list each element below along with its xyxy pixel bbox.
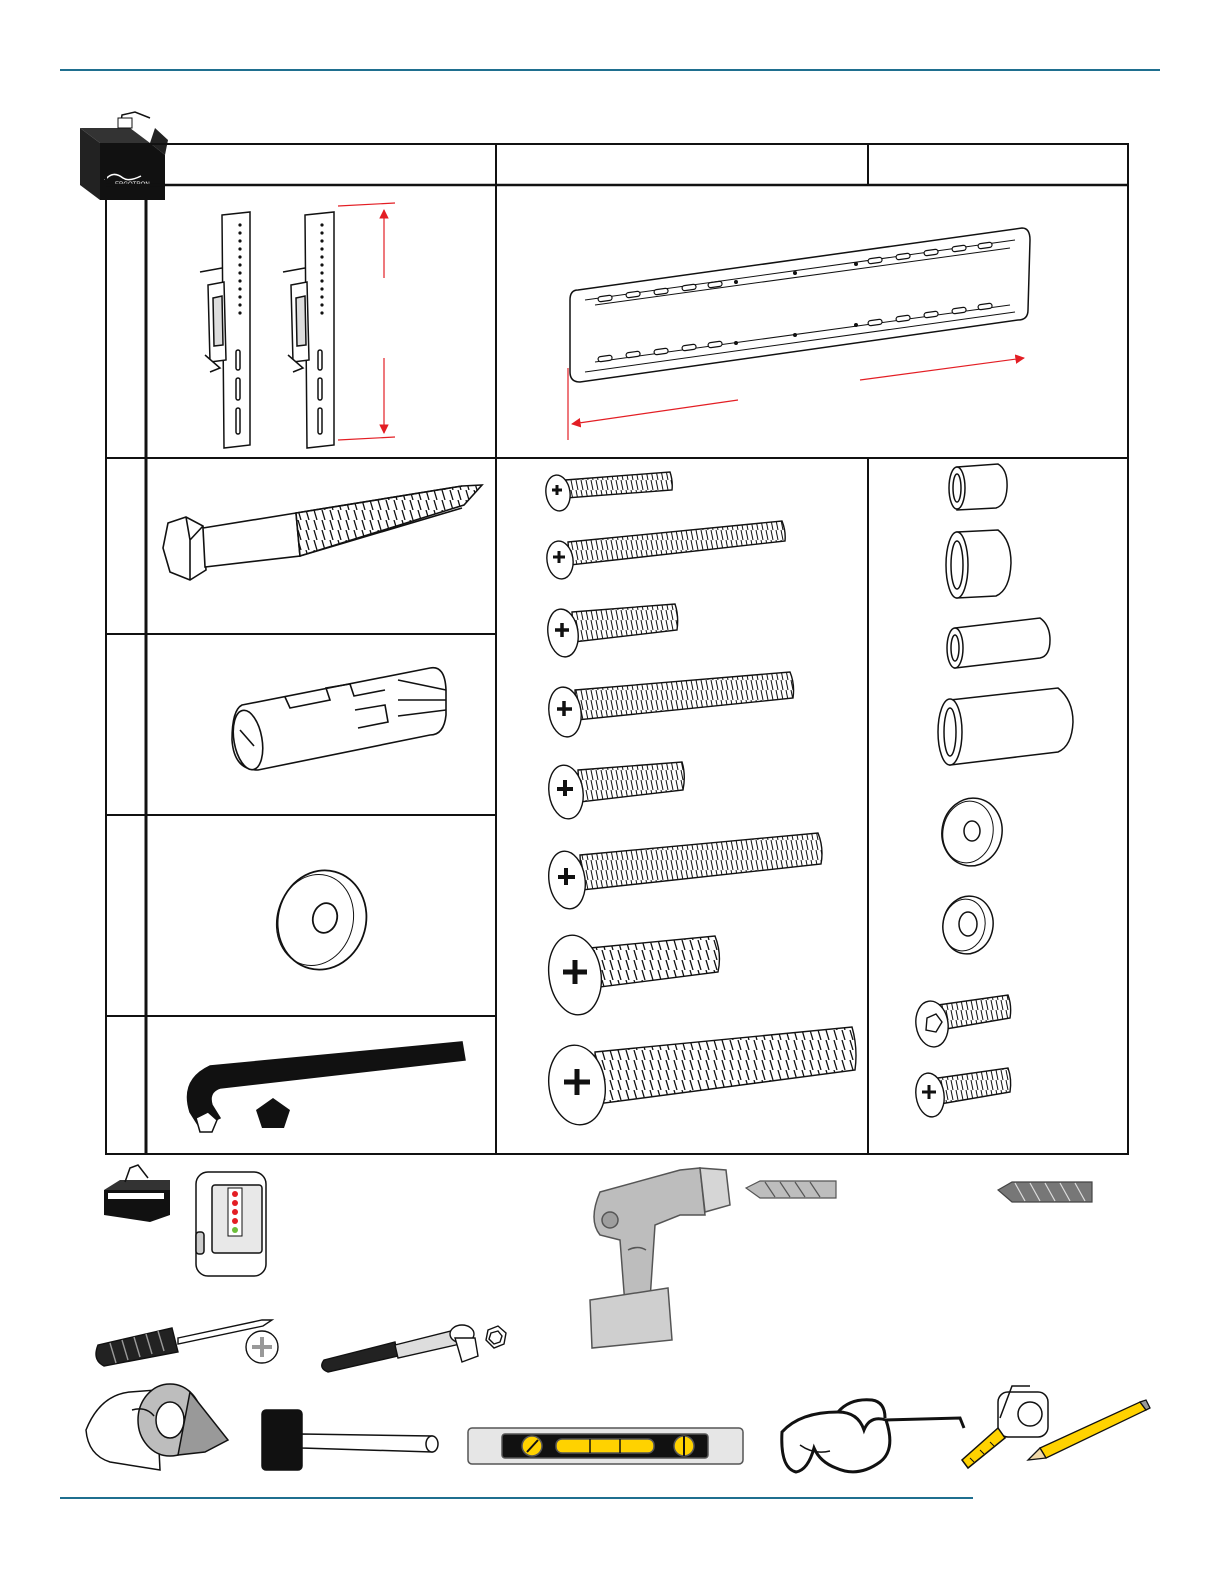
hex-key	[188, 1042, 466, 1132]
phillips-screwdriver-icon	[96, 1320, 278, 1366]
tv-bracket-pair	[200, 212, 334, 448]
spacer-long	[947, 618, 1050, 668]
phillips-screw	[913, 1068, 1011, 1119]
toolbox-icon	[104, 1165, 170, 1222]
screw-7	[544, 932, 720, 1018]
socket-wrench-icon	[322, 1325, 506, 1372]
screw-5	[545, 762, 684, 821]
drill-icon	[590, 1168, 730, 1348]
stud-finder-icon	[196, 1172, 266, 1276]
parts-box-icon	[80, 112, 168, 200]
drill-bit-small-icon	[746, 1181, 836, 1198]
wall-plate	[570, 228, 1030, 382]
drill-bit-masonry-icon	[998, 1182, 1092, 1202]
safety-glasses-icon	[782, 1400, 964, 1472]
tape-icon	[86, 1384, 228, 1470]
screw-8	[544, 1027, 856, 1129]
wall-anchor	[229, 668, 446, 772]
lag-bolt	[163, 485, 482, 580]
box-logo: ERGOTRON	[115, 182, 150, 188]
bracket-height-dimension	[338, 203, 395, 440]
screw-1	[544, 472, 673, 512]
mallet-icon	[262, 1410, 438, 1470]
screw-4	[546, 672, 794, 739]
spacer-small	[949, 464, 1007, 510]
washer-1	[937, 793, 1008, 870]
large-washer	[266, 860, 377, 979]
spacer-large	[938, 688, 1073, 765]
screw-3	[545, 604, 678, 659]
security-screw	[913, 995, 1011, 1049]
washer-2	[938, 892, 997, 958]
screw-6	[545, 833, 822, 911]
spacer-medium	[946, 530, 1011, 598]
level-icon	[468, 1428, 743, 1464]
hex-key-tip	[256, 1098, 290, 1128]
screw-2	[544, 521, 785, 581]
